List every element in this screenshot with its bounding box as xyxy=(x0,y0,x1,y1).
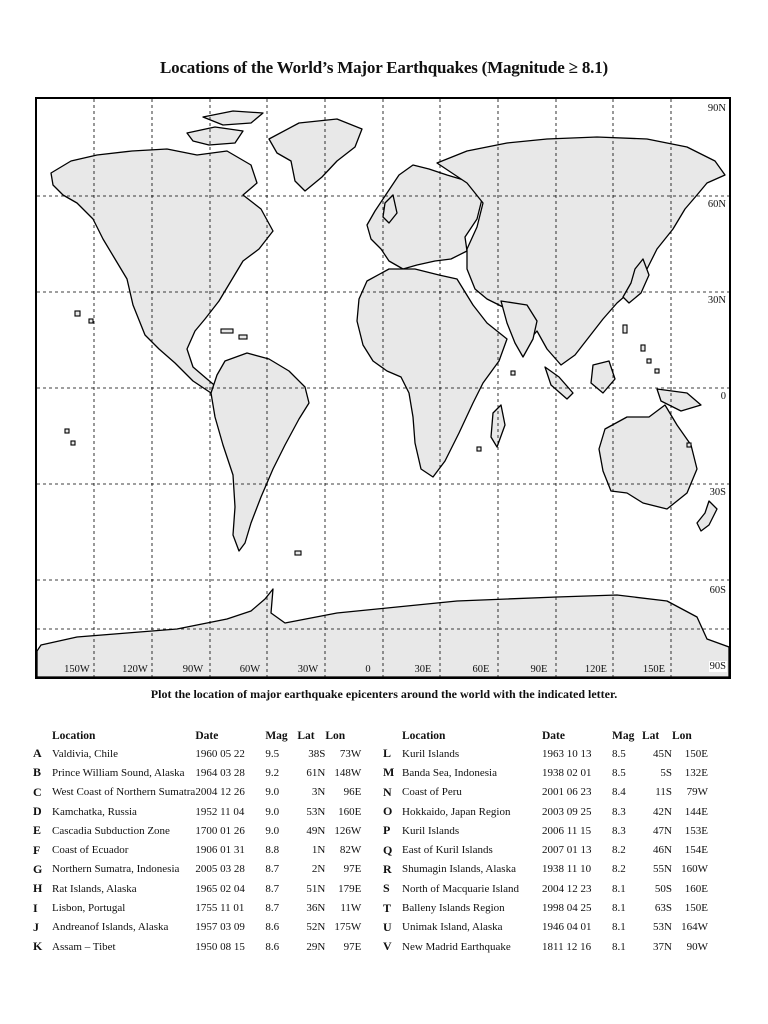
latitude-cell: 51N xyxy=(306,882,326,895)
location-cell: Andreanof Islands, Alaska xyxy=(52,921,169,934)
magnitude-cell: 8.5 xyxy=(612,766,626,779)
longitude-cell: 175W xyxy=(334,921,362,934)
location-cell: North of Macquarie Island xyxy=(402,882,519,895)
south-america xyxy=(211,353,309,551)
col-header-lon: Lon xyxy=(672,729,692,742)
row-letter: B xyxy=(33,765,42,780)
date-cell: 2007 01 13 xyxy=(542,844,592,857)
row-letter: A xyxy=(33,746,42,761)
longitude-cell: 160W xyxy=(681,863,708,876)
table-row xyxy=(383,879,708,898)
location-cell: Assam – Tibet xyxy=(52,940,116,953)
world-map-drawing xyxy=(37,99,729,677)
lon-label: 120W xyxy=(122,664,148,675)
earthquake-table-left xyxy=(33,727,361,956)
date-cell: 1963 10 13 xyxy=(542,747,592,760)
longitude-cell: 160E xyxy=(684,882,708,895)
longitude-cell: 150E xyxy=(684,902,708,915)
latitude-cell: 37N xyxy=(653,940,672,953)
row-letter: S xyxy=(383,881,390,896)
date-cell: 1906 01 31 xyxy=(195,844,245,857)
col-header-lat: Lat xyxy=(642,729,660,742)
latitude-cell: 63S xyxy=(654,902,672,915)
col-header-mag: Mag xyxy=(612,729,635,742)
location-cell: Balleny Islands Region xyxy=(402,902,505,915)
lon-label: 30W xyxy=(297,664,319,675)
magnitude-cell: 8.8 xyxy=(265,844,280,857)
magnitude-cell: 8.3 xyxy=(612,824,626,837)
lon-label: 120E xyxy=(584,664,608,675)
location-cell: Kamchatka, Russia xyxy=(52,805,137,818)
latitude-cell: 47N xyxy=(653,824,672,837)
lat-label: 90N xyxy=(707,103,726,114)
table-row xyxy=(33,744,361,763)
table-row xyxy=(383,898,708,917)
table-row xyxy=(383,860,708,879)
date-cell: 2004 12 26 xyxy=(195,786,245,799)
africa xyxy=(357,269,507,477)
lat-label: 60S xyxy=(709,585,726,596)
table-body-right xyxy=(383,744,708,956)
row-letter: Q xyxy=(383,842,393,857)
row-letter: T xyxy=(383,900,392,915)
location-cell: Coast of Ecuador xyxy=(52,844,129,857)
location-cell: Kuril Islands xyxy=(402,747,460,760)
date-cell: 2005 03 28 xyxy=(195,863,245,876)
table-row xyxy=(383,763,708,782)
table-row xyxy=(383,783,708,802)
table-row xyxy=(33,783,361,802)
longitude-cell: 150E xyxy=(684,747,708,760)
col-header-location: Location xyxy=(402,729,446,742)
greenland xyxy=(269,119,362,191)
location-cell: Coast of Peru xyxy=(402,786,462,799)
lat-label: 90S xyxy=(709,661,726,672)
date-cell: 1960 05 22 xyxy=(195,747,245,760)
longitude-cell: 97E xyxy=(343,863,362,876)
col-header-lat: Lat xyxy=(297,729,315,742)
magnitude-cell: 8.2 xyxy=(612,863,626,876)
lat-label: 60N xyxy=(707,199,726,210)
longitude-cell: 90W xyxy=(686,940,708,953)
longitude-cell: 153E xyxy=(684,824,708,837)
latitude-cell: 5S xyxy=(660,766,672,779)
table-row xyxy=(383,802,708,821)
table-row xyxy=(33,821,361,840)
magnitude-cell: 8.7 xyxy=(265,882,280,895)
table-row xyxy=(383,744,708,763)
date-cell: 1950 08 15 xyxy=(195,940,245,953)
lon-label: 150E xyxy=(642,664,666,675)
magnitude-cell: 8.1 xyxy=(612,882,626,895)
lon-label: 90E xyxy=(530,664,548,675)
latitude-cell: 45N xyxy=(653,747,672,760)
row-letter: M xyxy=(383,765,395,780)
longitude-cell: 79W xyxy=(686,786,708,799)
location-cell: Lisbon, Portugal xyxy=(52,902,126,915)
arctic-islands-2 xyxy=(203,111,263,125)
magnitude-cell: 8.4 xyxy=(612,786,626,799)
longitude-cell: 179E xyxy=(338,882,362,895)
row-letter: O xyxy=(383,804,393,819)
new-zealand xyxy=(697,501,717,531)
latitude-cell: 55N xyxy=(653,863,672,876)
col-header-date: Date xyxy=(542,729,565,742)
row-letter: P xyxy=(383,823,391,838)
latitude-cell: 1N xyxy=(311,844,326,857)
date-cell: 1755 11 01 xyxy=(195,902,245,915)
magnitude-cell: 9.0 xyxy=(265,805,280,818)
latitude-cell: 11S xyxy=(655,786,672,799)
magnitude-cell: 8.6 xyxy=(265,921,280,934)
map-caption: Plot the location of major earthquake epicenters around the world with the indicated letter. xyxy=(150,687,618,701)
date-cell: 1938 02 01 xyxy=(542,766,592,779)
sumatra xyxy=(545,367,573,399)
arctic-islands xyxy=(187,127,243,145)
lon-label: 60E xyxy=(472,664,490,675)
longitude-cell: 126W xyxy=(334,824,362,837)
latitude-cell: 2N xyxy=(311,863,326,876)
date-cell: 1811 12 16 xyxy=(542,940,592,953)
latitude-cell: 3N xyxy=(311,786,326,799)
row-letter: U xyxy=(383,919,392,934)
latitude-cell: 38S xyxy=(308,747,326,760)
longitude-cell: 11W xyxy=(340,902,362,915)
table-row xyxy=(383,821,708,840)
row-letter: D xyxy=(33,804,42,819)
earthquake-table-right xyxy=(383,727,708,956)
table-row xyxy=(33,860,361,879)
longitude-cell: 148W xyxy=(334,766,362,779)
row-letter: I xyxy=(33,900,38,915)
magnitude-cell: 9.2 xyxy=(265,766,280,779)
col-header-mag: Mag xyxy=(265,729,288,742)
longitude-cell: 160E xyxy=(338,805,362,818)
location-cell: Northern Sumatra, Indonesia xyxy=(52,863,180,876)
table-row xyxy=(33,918,361,937)
magnitude-cell: 9.0 xyxy=(265,786,280,799)
magnitude-cell: 8.1 xyxy=(612,940,626,953)
magnitude-cell: 8.5 xyxy=(612,747,626,760)
location-cell: Prince William Sound, Alaska xyxy=(52,766,185,779)
lat-label: 30S xyxy=(709,487,726,498)
date-cell: 1965 02 04 xyxy=(195,882,245,895)
table-body-left xyxy=(33,744,361,956)
date-cell: 1964 03 28 xyxy=(195,766,245,779)
date-cell: 2004 12 23 xyxy=(542,882,592,895)
col-header-location: Location xyxy=(52,729,96,742)
magnitude-cell: 8.2 xyxy=(612,844,626,857)
date-cell: 1938 11 10 xyxy=(542,863,592,876)
date-cell: 1957 03 09 xyxy=(195,921,245,934)
col-header-lon: Lon xyxy=(325,729,346,742)
longitude-cell: 132E xyxy=(684,766,708,779)
date-cell: 1952 11 04 xyxy=(195,805,245,818)
row-letter: L xyxy=(383,746,392,761)
world-map xyxy=(35,97,731,679)
latitude-cell: 49N xyxy=(306,824,326,837)
magnitude-cell: 8.7 xyxy=(265,902,280,915)
australia xyxy=(599,405,697,509)
lon-label: 0 xyxy=(365,664,371,675)
magnitude-cell: 9.0 xyxy=(265,824,280,837)
lon-label: 90W xyxy=(182,664,204,675)
table-row xyxy=(383,918,708,937)
table-row xyxy=(33,763,361,782)
lat-label: 0 xyxy=(720,391,726,402)
table-row xyxy=(383,840,708,859)
date-cell: 2006 11 15 xyxy=(542,824,592,837)
row-letter: J xyxy=(33,919,39,934)
magnitude-cell: 9.5 xyxy=(265,747,280,760)
lon-label: 30E xyxy=(414,664,432,675)
table-header-row xyxy=(33,727,361,744)
longitude-cell: 154E xyxy=(684,844,708,857)
location-cell: Shumagin Islands, Alaska xyxy=(402,863,516,876)
location-cell: Kuril Islands xyxy=(402,824,460,837)
longitude-cell: 82W xyxy=(339,844,362,857)
latitude-cell: 36N xyxy=(306,902,326,915)
lon-label: 60W xyxy=(239,664,261,675)
table-row xyxy=(33,879,361,898)
table-row xyxy=(33,840,361,859)
location-cell: Valdivia, Chile xyxy=(52,747,118,760)
table-row xyxy=(383,937,708,956)
latitude-cell: 42N xyxy=(653,805,672,818)
magnitude-cell: 8.1 xyxy=(612,902,626,915)
latitude-cell: 53N xyxy=(306,805,326,818)
location-cell: West Coast of Northern Sumatra xyxy=(52,786,196,799)
magnitude-cell: 8.1 xyxy=(612,921,626,934)
location-cell: Rat Islands, Alaska xyxy=(52,882,137,895)
row-letter: N xyxy=(383,784,392,799)
row-letter: F xyxy=(33,842,41,857)
location-cell: Cascadia Subduction Zone xyxy=(52,824,170,837)
latitude-cell: 50S xyxy=(654,882,672,895)
latitude-cell: 61N xyxy=(306,766,326,779)
latitude-cell: 52N xyxy=(306,921,326,934)
col-header-date: Date xyxy=(195,729,219,742)
location-cell: East of Kuril Islands xyxy=(402,844,493,857)
magnitude-cell: 8.6 xyxy=(265,940,280,953)
lat-label: 30N xyxy=(707,295,726,306)
row-letter: K xyxy=(33,939,43,954)
longitude-cell: 73W xyxy=(339,747,362,760)
row-letter: H xyxy=(33,881,43,896)
location-cell: Hokkaido, Japan Region xyxy=(402,805,511,818)
latitude-cell: 53N xyxy=(653,921,672,934)
date-cell: 1700 01 26 xyxy=(195,824,245,837)
row-letter: C xyxy=(33,784,42,799)
location-cell: New Madrid Earthquake xyxy=(402,940,511,953)
lon-label: 150W xyxy=(64,664,90,675)
date-cell: 2001 06 23 xyxy=(542,786,592,799)
longitude-cell: 97E xyxy=(343,940,362,953)
table-row xyxy=(33,937,361,956)
row-letter: V xyxy=(383,939,392,954)
longitude-cell: 96E xyxy=(343,786,362,799)
row-letter: R xyxy=(383,861,392,876)
table-row xyxy=(33,802,361,821)
latitude-cell: 29N xyxy=(306,940,326,953)
row-letter: G xyxy=(33,861,43,876)
table-header-row xyxy=(383,727,708,744)
row-letter: E xyxy=(33,823,42,838)
table-row xyxy=(33,898,361,917)
latitude-cell: 46N xyxy=(653,844,672,857)
location-cell: Banda Sea, Indonesia xyxy=(402,766,497,779)
magnitude-cell: 8.3 xyxy=(612,805,626,818)
longitude-cell: 164W xyxy=(681,921,708,934)
page-title: Locations of the World’s Major Earthquakes (Magnitude ≥ 8.1) xyxy=(160,58,608,77)
date-cell: 1946 04 01 xyxy=(542,921,592,934)
location-cell: Unimak Island, Alaska xyxy=(402,921,503,934)
date-cell: 1998 04 25 xyxy=(542,902,592,915)
date-cell: 2003 09 25 xyxy=(542,805,592,818)
longitude-cell: 144E xyxy=(684,805,708,818)
magnitude-cell: 8.7 xyxy=(265,863,280,876)
